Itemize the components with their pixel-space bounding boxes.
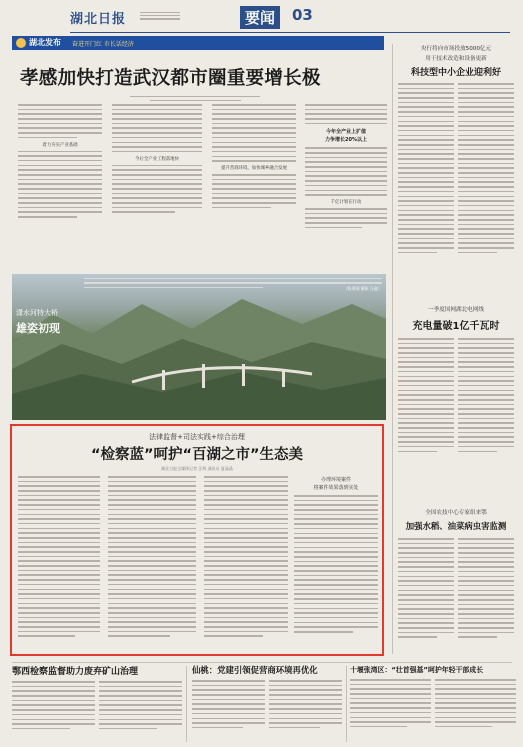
right-top-kicker: 央行将向市场投放5000亿元 <box>420 46 492 52</box>
bottom-mid-headline: 仙桃：党建引领促营商环境再优化 <box>192 665 318 675</box>
right-column-divider <box>392 44 393 654</box>
feature-headline: “检察蓝”呵护“百湖之市”生态美 <box>90 447 304 463</box>
section-label: 要闻 <box>240 6 280 29</box>
bottom-left-story <box>12 664 182 733</box>
lead-col-1 <box>18 104 102 221</box>
lead-subheading-1: 着力夯实产业基础 <box>42 142 78 148</box>
masthead-rule <box>70 32 510 33</box>
lead-headline: 孝感加快打造武汉都市圈重要增长极 <box>20 68 321 89</box>
bottom-divider-1 <box>186 666 187 742</box>
bottom-right-story <box>350 664 516 731</box>
lead-col-4 <box>305 104 387 231</box>
banner-title: 湖北发布 <box>29 38 61 47</box>
photo-caption-line-2: 雄姿初现 <box>16 322 60 335</box>
feature-col-3 <box>204 476 288 640</box>
right-top-headline: 科技型中小企业迎利好 <box>410 68 501 78</box>
photo-caption-text <box>84 274 382 288</box>
feature-col-4 <box>294 476 378 636</box>
right-top-story <box>398 44 514 256</box>
bottom-row-top-rule <box>12 662 512 663</box>
feature-frame <box>10 424 384 656</box>
banner <box>12 36 384 50</box>
banner-icon <box>16 38 26 48</box>
right-bottom-headline: 加强水稻、油菜病虫害监测 <box>405 521 507 531</box>
lead-side-sub-2: 力争增长20%以上 <box>325 137 367 144</box>
photographer-credit: （陈勇刚 摄影 汪鑫） <box>343 286 382 291</box>
right-mid-kicker: 一季度国网湖北电网线 <box>428 307 484 313</box>
paper-name: 湖北日报 <box>70 12 127 27</box>
lead-col-3 <box>212 104 296 211</box>
lead-col-2 <box>112 104 202 216</box>
feature-side-heading-2: 将案件效果落到实处 <box>313 485 359 491</box>
lead-subheading-3: 提升营商环境，加快城乡融合发展 <box>221 165 287 171</box>
banner-subtitle: 奋进开门红 市长话经济 <box>72 41 134 48</box>
lead-subheading-2: 今后全产业工程落地快 <box>135 156 179 162</box>
right-bottom-story <box>398 508 514 641</box>
issue-info-lines <box>140 12 180 23</box>
feature-side-heading-1: 办理环境案件 <box>320 477 351 483</box>
photo-caption-box <box>16 308 78 336</box>
landscape-photo <box>12 274 386 420</box>
masthead <box>70 6 510 36</box>
right-mid-headline: 充电量破1亿千瓦时 <box>412 321 500 332</box>
mountain-bridge-illustration <box>12 274 386 420</box>
feature-col-2 <box>108 476 196 640</box>
photo-caption-line-1: 潇水河特大桥 <box>16 309 58 317</box>
right-top-kicker-2: 用于技术改造和设备更新 <box>425 56 487 62</box>
right-mid-story <box>398 305 514 455</box>
right-bottom-kicker: 全国农技中心专家组来鄂 <box>425 510 487 516</box>
lead-byline-lines <box>130 96 260 101</box>
feature-byline: 湖北日报全媒体记者 汪辉 通讯员 夏晶晶 <box>161 466 233 471</box>
feature-col-1 <box>18 476 100 640</box>
bottom-mid-story <box>192 664 342 732</box>
lead-side-sub-3: 千亿计划在行动 <box>330 199 362 205</box>
bottom-right-headline: 十堰张湾区：“壮首强基”呵护年轻干部成长 <box>350 666 484 674</box>
bottom-left-headline: 鄂西检察监督助力废弃矿山治理 <box>12 667 139 677</box>
lead-side-sub-1: 今年全产业上扩值 <box>325 129 366 136</box>
bottom-divider-2 <box>346 666 347 742</box>
feature-kicker: 法律监督+司法实践+综合治理 <box>149 433 245 441</box>
page-number: 03 <box>292 6 313 24</box>
